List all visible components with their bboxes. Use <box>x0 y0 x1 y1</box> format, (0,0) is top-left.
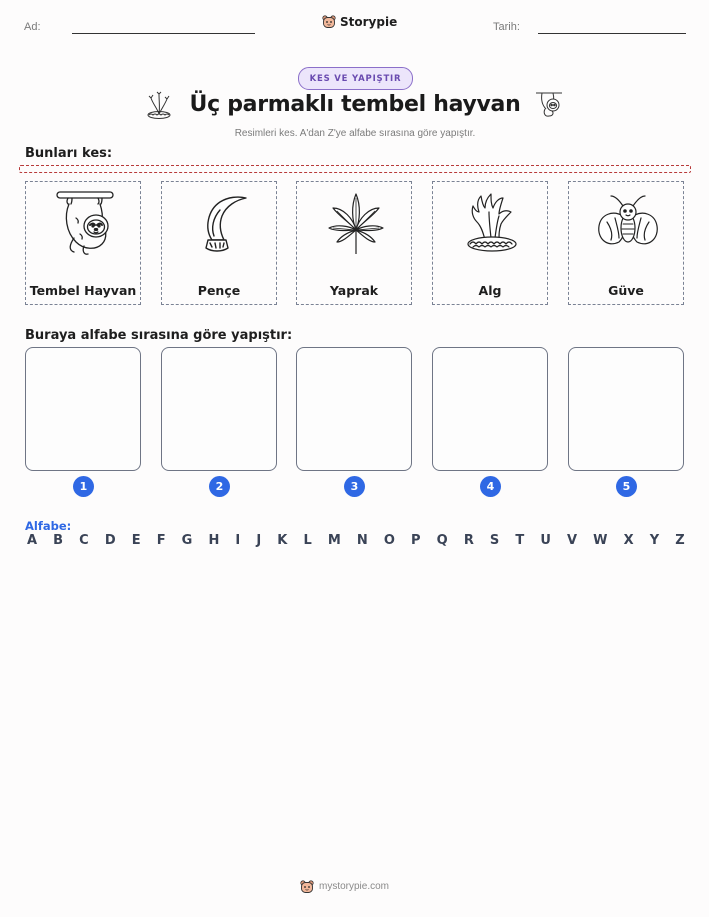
alphabet-letter: B <box>53 533 64 548</box>
alphabet-letter: M <box>327 533 341 548</box>
alphabet-letter: J <box>256 533 262 548</box>
sloth-decoration-icon <box>533 89 565 121</box>
alphabet-letter: Q <box>436 533 448 548</box>
page-title: Üç parmaklı tembel hayvan <box>189 92 521 117</box>
page-instructions: Resimleri kes. A'dan Z'ye alfabe sırasına göre yapıştır. <box>234 128 476 139</box>
paste-number-5: 5 <box>616 476 637 497</box>
card-label: Yaprak <box>329 283 379 298</box>
paste-number-2: 2 <box>209 476 230 497</box>
card-label: Alg <box>478 283 502 298</box>
footer <box>300 879 410 894</box>
name-label: Ad: <box>24 21 41 33</box>
alphabet-letter: W <box>593 533 608 548</box>
cut-card-sloth[interactable] <box>25 181 141 305</box>
date-line <box>538 33 686 34</box>
alphabet-letter: X <box>623 533 634 548</box>
footer-site: mystorypie.com <box>319 881 390 892</box>
name-line <box>72 33 255 34</box>
sloth-icon <box>54 188 116 258</box>
paste-section-title: Buraya alfabe sırasına göre yapıştır: <box>25 328 293 343</box>
storypie-mascot-icon <box>300 879 314 894</box>
alphabet-letter: D <box>104 533 116 548</box>
moth-icon <box>597 188 659 258</box>
alphabet-letter: K <box>277 533 288 548</box>
paste-box-5[interactable] <box>568 347 684 471</box>
storypie-mascot-icon <box>322 14 336 29</box>
date-label: Tarih: <box>493 21 520 33</box>
cut-card-algae[interactable] <box>432 181 548 305</box>
alphabet-title: Alfabe: <box>25 519 72 533</box>
cut-card-leaf[interactable] <box>296 181 412 305</box>
alphabet-letter: R <box>463 533 474 548</box>
alphabet-letter: P <box>411 533 421 548</box>
alphabet-letter: A <box>27 533 38 548</box>
cut-section-title: Bunları kes: <box>25 146 113 161</box>
alphabet-letter: V <box>567 533 578 548</box>
paste-number-4: 4 <box>480 476 501 497</box>
alphabet-letter: H <box>208 533 220 548</box>
cut-card-claw[interactable] <box>161 181 277 305</box>
brand-logo <box>322 14 397 29</box>
claw-icon <box>190 188 252 258</box>
alphabet-letter: Z <box>675 533 685 548</box>
alphabet-letter: G <box>181 533 193 548</box>
alphabet-letter: I <box>235 533 241 548</box>
card-label: Güve <box>608 283 644 298</box>
activity-badge: KES VE YAPIŞTIR <box>298 67 413 90</box>
cut-card-moth[interactable] <box>568 181 684 305</box>
leaf-icon <box>325 188 387 258</box>
alphabet-letter: E <box>131 533 141 548</box>
paste-number-3: 3 <box>344 476 365 497</box>
paste-box-2[interactable] <box>161 347 277 471</box>
brand-name: Storypie <box>340 14 398 29</box>
alphabet-letter: Y <box>649 533 660 548</box>
algae-icon <box>461 188 523 258</box>
alphabet-letter: L <box>303 533 312 548</box>
paste-number-1: 1 <box>73 476 94 497</box>
alphabet-row <box>27 533 685 548</box>
alphabet-letter: U <box>540 533 551 548</box>
alphabet-letter: T <box>515 533 525 548</box>
paste-box-3[interactable] <box>296 347 412 471</box>
alphabet-letter: O <box>383 533 395 548</box>
cut-line <box>19 165 691 173</box>
alphabet-letter: N <box>356 533 368 548</box>
alphabet-letter: F <box>156 533 166 548</box>
alphabet-letter: C <box>79 533 89 548</box>
paste-box-1[interactable] <box>25 347 141 471</box>
paste-box-4[interactable] <box>432 347 548 471</box>
alphabet-letter: S <box>489 533 500 548</box>
card-label: Pençe <box>197 283 241 298</box>
card-label: Tembel Hayvan <box>29 283 137 298</box>
